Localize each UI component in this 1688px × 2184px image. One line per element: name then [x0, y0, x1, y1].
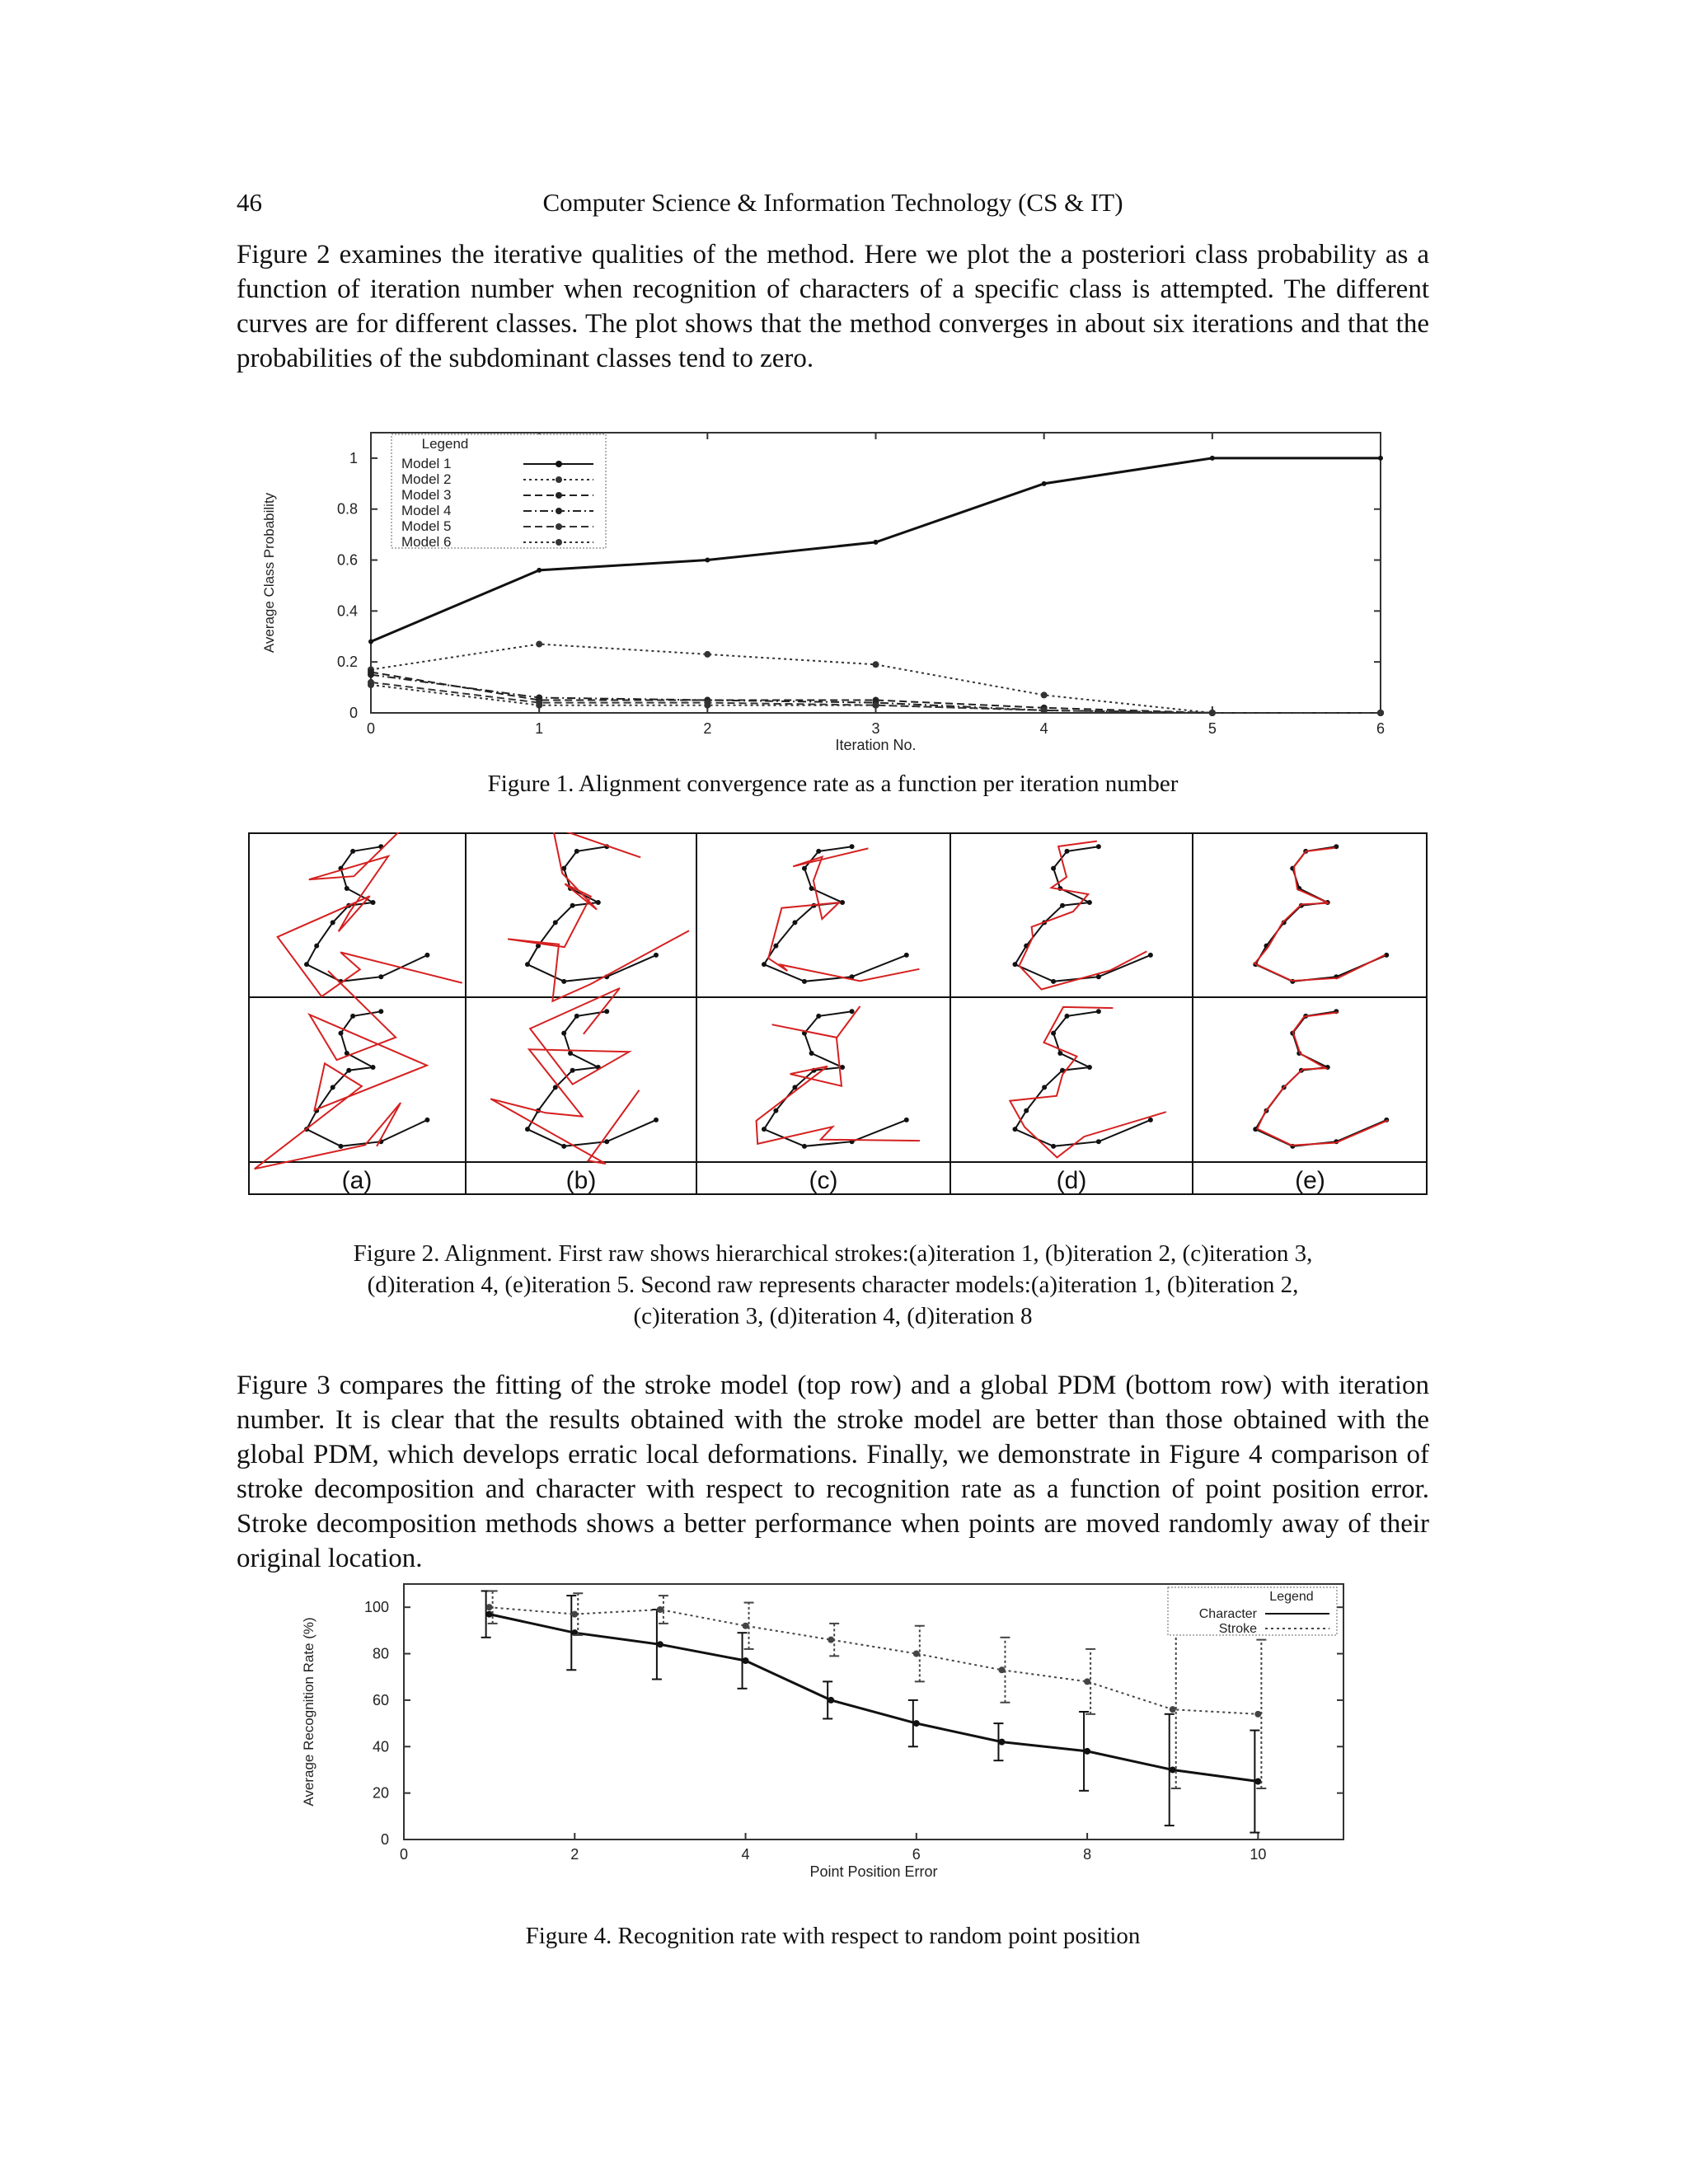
data-point	[1378, 456, 1383, 461]
data-point	[1170, 1766, 1176, 1773]
data-point	[743, 1657, 749, 1664]
column-label: (a)	[341, 1167, 373, 1194]
reference-point	[1096, 974, 1101, 979]
column-label: (d)	[1056, 1167, 1087, 1194]
reference-point	[604, 1139, 609, 1144]
y-tick-label: 80	[372, 1645, 389, 1662]
reference-point	[654, 953, 659, 958]
data-point	[874, 540, 879, 545]
y-tick-label: 1	[349, 449, 358, 466]
x-tick-label: 5	[1207, 720, 1217, 737]
legend-title: Legend	[421, 436, 469, 452]
x-tick-label: 10	[1250, 1846, 1267, 1863]
data-point	[486, 1604, 493, 1610]
reference-point	[1051, 1144, 1056, 1149]
data-point	[657, 1606, 663, 1613]
reference-point	[1096, 844, 1101, 849]
reference-point	[816, 1014, 821, 1019]
reference-point	[850, 1009, 855, 1014]
legend-label: Model 3	[401, 487, 452, 503]
reference-point	[1065, 849, 1070, 854]
x-tick-label: 3	[871, 720, 880, 737]
data-point	[913, 1720, 920, 1727]
y-tick-label: 0	[380, 1831, 389, 1848]
reference-point	[345, 886, 349, 891]
reference-point	[1065, 1014, 1070, 1019]
reference-point	[1051, 866, 1056, 871]
x-tick-label: 6	[1376, 720, 1386, 737]
x-tick-label: 8	[1083, 1846, 1092, 1863]
figure-4-caption: Figure 4. Recognition rate with respect to random point position	[525, 1923, 1141, 1949]
figure-1-caption: Figure 1. Alignment convergence rate as a function per iteration number	[487, 771, 1179, 797]
y-tick-label: 20	[372, 1784, 389, 1802]
series-line	[490, 1615, 1259, 1782]
reference-point	[792, 920, 797, 925]
reference-point	[1013, 1127, 1018, 1132]
reference-point	[596, 900, 601, 905]
paragraph-2: Figure 3 compares the fitting of the stroke model (top row) and a global PDM (bottom row) with iteration number. It is clear that the results obtained with the stroke model are better than those obtained with the global PDM, which develops erratic local deformations. Finally, we demonstrate in Figure 4 comparison of stroke decomposition and character with respect to recognition rate as a function of point position error. Stroke decomposition methods shows a better performance when points are moved randomly away of their original location.	[237, 1371, 1429, 1573]
reference-point	[574, 849, 579, 854]
data-point	[743, 1623, 749, 1629]
page-number: 46	[237, 188, 262, 217]
column-label: (e)	[1295, 1167, 1325, 1194]
paragraph-1: Figure 2 examines the iterative qualities of the method. Here we plot the a posteriori class probability as a function of iteration number when recognition of characters of a specific class is attempted. The different curves are for different classes. The plot shows that the method converges in about six iterations and that the probabilities of the subdominant classes tend to zero.	[237, 240, 1429, 373]
reference-point	[802, 979, 807, 984]
legend-marker	[556, 476, 562, 483]
figure-2-caption-line-2: (d)iteration 4, (e)iteration 5. Second raw represents character models:(a)iteration 1, (b)iteration 2,	[367, 1272, 1299, 1298]
reference-point	[809, 1051, 814, 1056]
x-tick-label: 2	[703, 720, 712, 737]
reference-point	[1096, 1009, 1101, 1014]
reference-point	[773, 1108, 778, 1113]
legend-marker	[556, 508, 562, 514]
y-tick-label: 40	[372, 1738, 389, 1755]
reference-point	[904, 953, 909, 958]
data-point	[704, 702, 710, 709]
reference-point	[350, 1014, 355, 1019]
data-point	[998, 1666, 1005, 1673]
reference-point	[1148, 953, 1153, 958]
data-point	[1170, 1706, 1176, 1713]
data-point	[536, 641, 542, 648]
reference-point	[378, 1009, 383, 1014]
reference-point	[561, 979, 566, 984]
figure-1-chart	[239, 424, 1409, 750]
reference-point	[371, 900, 376, 905]
y-tick-label: 0.6	[336, 551, 358, 569]
reference-point	[304, 962, 309, 967]
data-point	[998, 1739, 1005, 1746]
reference-point	[350, 849, 355, 854]
data-point	[657, 1641, 663, 1647]
data-point	[1041, 707, 1048, 714]
figure-2-caption	[237, 1238, 1429, 1332]
reference-point	[561, 1031, 566, 1036]
data-point	[536, 702, 542, 709]
legend-marker	[556, 539, 562, 546]
reference-point	[331, 1085, 335, 1090]
x-axis-label: Point Position Error	[809, 1863, 938, 1880]
reference-point	[378, 974, 383, 979]
page-header	[237, 188, 1429, 221]
reference-point	[1024, 1108, 1029, 1113]
data-point	[1084, 1748, 1090, 1755]
reference-point	[1051, 1031, 1056, 1036]
reference-point	[424, 1118, 429, 1122]
data-point	[705, 558, 710, 563]
x-tick-label: 2	[570, 1846, 579, 1863]
y-tick-label: 0.2	[336, 654, 358, 671]
reference-point	[604, 1009, 609, 1014]
journal-title: Computer Science & Information Technology (CS & IT)	[542, 188, 1123, 217]
data-point	[1209, 710, 1216, 716]
data-point	[571, 1611, 578, 1618]
legend-label: Character	[1198, 1607, 1257, 1621]
reference-point	[1051, 979, 1056, 984]
reference-point	[338, 1031, 343, 1036]
data-point	[1377, 710, 1384, 716]
reference-point	[654, 1118, 659, 1122]
reference-point	[570, 903, 575, 908]
data-point	[1084, 1678, 1090, 1685]
reference-point	[816, 849, 821, 854]
reference-point	[424, 953, 429, 958]
reference-point	[331, 920, 335, 925]
legend-marker	[556, 523, 562, 530]
reference-point	[570, 1068, 575, 1073]
y-tick-label: 60	[372, 1691, 389, 1708]
reference-point	[371, 1065, 376, 1070]
data-point	[828, 1697, 834, 1704]
reference-point	[1060, 903, 1065, 908]
reference-point	[762, 962, 767, 967]
data-point	[368, 672, 374, 678]
y-axis-label: Average Recognition Rate (%)	[301, 1617, 316, 1807]
reference-point	[561, 1144, 566, 1149]
reference-point	[553, 920, 558, 925]
legend-label: Model 6	[401, 534, 452, 550]
legend-marker	[556, 492, 562, 499]
figure-4-chart	[288, 1576, 1368, 1881]
column-label: (c)	[809, 1167, 838, 1194]
series-line	[490, 1607, 1259, 1714]
data-point	[537, 568, 542, 573]
data-point	[704, 651, 710, 658]
legend-marker	[556, 461, 562, 467]
legend-label: Stroke	[1218, 1622, 1257, 1636]
reference-point	[1042, 1085, 1047, 1090]
column-label: (b)	[565, 1167, 597, 1194]
reference-point	[525, 962, 530, 967]
reference-point	[1087, 1065, 1092, 1070]
data-point	[368, 639, 373, 644]
reference-point	[1148, 1118, 1153, 1122]
figure-2-caption-line-3: (c)iteration 3, (d)iteration 4, (d)iteration 8	[633, 1303, 1033, 1329]
reference-point	[904, 1118, 909, 1122]
data-point	[1042, 481, 1047, 486]
reference-point	[773, 944, 778, 949]
y-tick-label: 0	[349, 705, 358, 721]
data-point	[1254, 1711, 1261, 1718]
data-point	[1254, 1779, 1261, 1785]
reference-point	[850, 844, 855, 849]
reference-point	[574, 1014, 579, 1019]
legend-label: Model 2	[401, 471, 452, 487]
figure-2-alignment-grid	[248, 832, 1428, 1195]
legend-label: Model 1	[401, 456, 452, 471]
reference-point	[314, 944, 319, 949]
x-tick-label: 0	[366, 720, 376, 737]
reference-point	[802, 1144, 807, 1149]
data-point	[368, 682, 374, 688]
legend-title: Legend	[1269, 1590, 1314, 1604]
reference-point	[346, 1068, 351, 1073]
figure-2-caption-line-1: Figure 2. Alignment. First raw shows hierarchical strokes:(a)iteration 1, (b)iteration 2, (c)iteration 3,	[353, 1240, 1313, 1267]
x-tick-label: 6	[912, 1846, 921, 1863]
reference-point	[1087, 900, 1092, 905]
reference-point	[840, 1065, 845, 1070]
y-axis-label: Average Class Probability	[261, 492, 277, 654]
x-axis-label: Iteration No.	[835, 737, 917, 750]
legend-label: Model 5	[401, 518, 452, 534]
data-point	[486, 1611, 493, 1618]
reference-point	[840, 900, 845, 905]
data-point	[828, 1637, 834, 1643]
data-point	[873, 661, 879, 668]
reference-point	[1013, 962, 1018, 967]
y-tick-label: 0.8	[336, 500, 358, 518]
data-point	[1210, 456, 1215, 461]
reference-point	[1057, 1051, 1062, 1056]
reference-point	[762, 1127, 767, 1132]
reference-point	[568, 1051, 573, 1056]
reference-point	[338, 1144, 343, 1149]
reference-point	[525, 1127, 530, 1132]
y-tick-label: 0.4	[336, 602, 358, 620]
legend-label: Model 4	[401, 503, 452, 518]
x-tick-label: 0	[399, 1846, 409, 1863]
reference-point	[802, 866, 807, 871]
reference-point	[1096, 1139, 1101, 1144]
x-tick-label: 4	[741, 1846, 750, 1863]
data-point	[873, 702, 879, 709]
x-tick-label: 1	[535, 720, 544, 737]
x-tick-label: 4	[1039, 720, 1048, 737]
data-point	[1041, 691, 1048, 698]
data-point	[913, 1651, 920, 1657]
reference-point	[809, 886, 814, 891]
y-tick-label: 100	[363, 1599, 389, 1616]
